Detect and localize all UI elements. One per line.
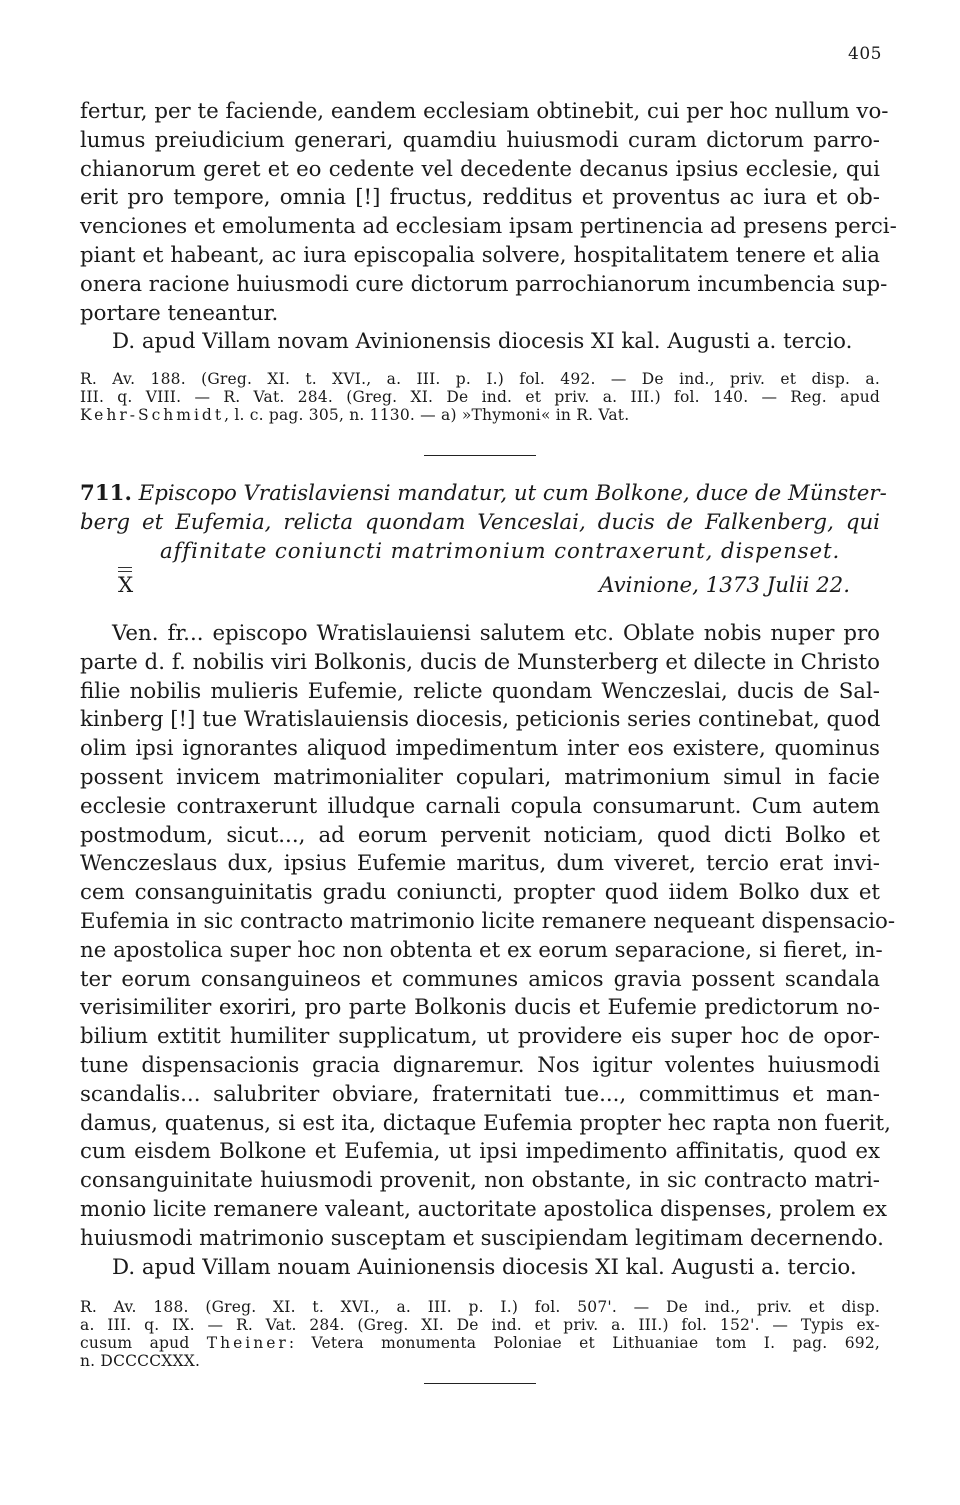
entry-body-text — [80, 620, 896, 1282]
note-line: a. III. q. IX. — R. Vat. 284. (Greg. XI. De ind. et priv. a. III.) fol. 152'. — Typis ex- — [80, 1316, 880, 1334]
heading-text: Episcopo Vratislaviensi mandatur, ut cum Bolkone, duce de Münster- — [138, 481, 887, 506]
text-line: consanguinitate huiusmodi provenit, non obstante, in sic contracto matri- — [80, 1168, 880, 1194]
heading-line — [80, 480, 887, 509]
body-text-continued — [80, 98, 897, 357]
text-line: kinberg [!] tue Wratislauiensis diocesis, peticionis series continebat, quod — [80, 707, 881, 733]
text-line: bilium extitit humiliter supplicatum, ut providere eis super hoc de opor- — [80, 1024, 880, 1050]
text-line: Ven. fr... episcopo Wratislauiensi salutem etc. Oblate nobis nuper pro — [112, 621, 880, 646]
text-line: olim ipsi ignorantes aliquod impedimentum inter eos existere, quominus — [80, 736, 880, 762]
text-line: erit pro tempore, omnia [!] fructus, redditus et proventus ac iura et ob- — [80, 185, 880, 211]
text-line: damus, quatenus, si est ita, dictaque Eufemia propter hec rapta non fuerit, — [80, 1110, 891, 1136]
text-line: filie nobilis mulieris Eufemie, relicte quondam Wenczeslai, ducis de Sal- — [80, 678, 880, 704]
note-text: cusum apud — [80, 1334, 207, 1352]
text-line: venciones et emolumenta ad ecclesiam ipsam pertinencia ad presens perci- — [80, 214, 897, 240]
note-line — [80, 406, 880, 424]
text-line: cem consanguinitatis gradu coniuncti, propter quod iidem Bolko dux et — [80, 880, 880, 906]
text-line: ecclesie contraxerunt illudque carnali copula consumarunt. Cum autem — [80, 793, 880, 819]
text-line: monio licite remanere valeant, auctoritate apostolica dispenses, prolem ex — [80, 1196, 887, 1222]
date-line: D. apud Villam nouam Auinionensis diocesis XI kal. Augusti a. tercio. — [112, 1254, 857, 1280]
entry-heading — [80, 480, 887, 566]
source-notes — [80, 1298, 880, 1370]
text-line: Eufemia in sic contracto matrimonio licite remanere nequeant dispensacio- — [80, 908, 896, 934]
text-line: piant et habeant, ac iura episcopalia solvere, hospitalitatem tenere et alia — [80, 242, 880, 268]
note-line: n. DCCCCXXX. — [80, 1352, 201, 1370]
note-line — [80, 1334, 880, 1352]
text-line: onera racione huiusmodi cure dictorum parrochianorum incumbencia sup- — [80, 271, 888, 297]
section-divider — [424, 1383, 536, 1384]
text-line: scandalis... salubriter obviare, fraternitati tue..., committimus et man- — [80, 1081, 880, 1107]
author-name: Kehr-Schmidt — [80, 406, 225, 424]
note-text: , l. c. pag. 305, n. 1130. — a) »Thymoni« in R. Vat. — [224, 406, 630, 424]
text-line: lumus preiudicium generari, quamdiu huiusmodi curam dictorum parro- — [80, 127, 880, 153]
note-text: : Vetera monumenta Poloniae et Lithuaniae tom I. pag. 692, — [288, 1334, 881, 1352]
text-line: cum eisdem Bolkone et Eufemia, ut ipsi impedimento affinitatis, quod ex — [80, 1139, 880, 1165]
heading-line: berg et Eufemia, relicta quondam Venceslai, ducis de Falkenberg, qui — [80, 509, 880, 535]
note-line: III. q. VIII. — R. Vat. 284. (Greg. XI. De ind. et priv. a. III.) fol. 140. — Reg. apud — [80, 388, 880, 406]
author-name: Theiner — [206, 1334, 289, 1352]
note-line: R. Av. 188. (Greg. XI. t. XVI., a. III. p. I.) fol. 507'. — De ind., priv. et disp. — [80, 1298, 880, 1316]
section-divider — [424, 455, 536, 456]
page-number: 405 — [848, 44, 882, 64]
mark-and-date — [80, 567, 880, 601]
text-line: parte d. f. nobilis viri Bolkonis, ducis de Munsterberg et dilecte in Christo — [80, 649, 880, 675]
heading-line: affinitate coniuncti matrimonium contraxerunt, dispenset. — [160, 538, 841, 564]
text-line: Wenczeslaus dux, ipsius Eufemie maritus, dum viveret, tercio erat invi- — [80, 851, 880, 877]
source-notes — [80, 370, 880, 424]
text-line: portare teneantur. — [80, 300, 279, 326]
text-line: chianorum geret et eo cedente vel decedente decanus ipsius ecclesie, qui — [80, 156, 880, 182]
text-line: fertur, per te faciende, eandem ecclesiam obtinebit, cui per hoc nullum vo- — [80, 99, 889, 124]
note-line: R. Av. 188. (Greg. XI. t. XVI., a. III. p. I.) fol. 492. — De ind., priv. et disp. a. — [80, 370, 880, 388]
text-line: ne apostolica super hoc non obtenta et ex eorum separacione, si fieret, in- — [80, 937, 883, 963]
text-line: postmodum, sicut..., ad eorum pervenit noticiam, quod dicti Bolko et — [80, 822, 880, 848]
place-date: Avinione, 1373 Julii 22. — [599, 573, 850, 598]
text-line: huiusmodi matrimonio susceptam et suscipiendam legitimam decernendo. — [80, 1225, 884, 1251]
text-line: possent invicem matrimonialiter copulari, matrimonium simul in facie — [80, 764, 880, 790]
entry-number: 711. — [80, 481, 132, 506]
text-line: verisimiliter exoriri, pro parte Bolkonis ducis et Eufemie predictorum no- — [80, 995, 880, 1021]
text-line: ter eorum consanguineos et communes amicos gravia possent scandala — [80, 966, 880, 992]
register-mark: X — [118, 573, 134, 598]
date-line: D. apud Villam novam Avinionensis diocesis XI kal. Augusti a. tercio. — [112, 329, 853, 355]
text-line: tune dispensacionis gracia dignaremur. Nos igitur volentes huiusmodi — [80, 1052, 880, 1078]
